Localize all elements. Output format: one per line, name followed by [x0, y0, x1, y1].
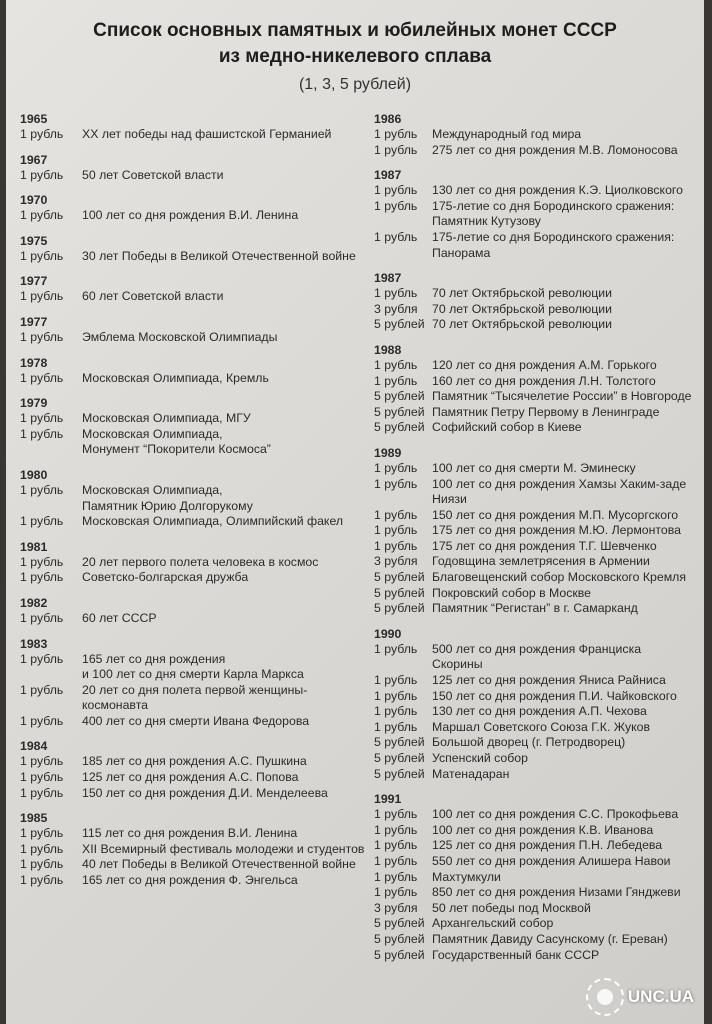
coin-description: Московская Олимпиада, МГУ — [82, 411, 251, 426]
coin-denomination: 1 рубль — [20, 208, 64, 223]
right-column — [374, 104, 702, 963]
year-heading: 1977 — [20, 314, 48, 329]
year-heading: 1985 — [20, 811, 48, 826]
coin-description: 20 лет первого полета человека в космос — [82, 554, 319, 569]
coin-description: 175 лет со дня рождения М.Ю. Лермонтова — [432, 523, 681, 538]
coin-denomination: 1 рубль — [374, 538, 418, 553]
coin-denomination: 1 рубль — [374, 183, 418, 198]
coin-description: Московская Олимпиада, Кремль — [82, 370, 269, 385]
coin-entry — [374, 735, 702, 751]
coin-entry — [374, 767, 702, 783]
coin-entry — [374, 539, 702, 555]
coin-entry — [374, 586, 702, 602]
year-heading: 1980 — [20, 467, 48, 482]
year-heading: 1983 — [20, 636, 48, 651]
coin-entry — [374, 127, 702, 143]
year-heading: 1982 — [20, 595, 48, 610]
coin-denomination: 1 рубль — [374, 838, 418, 853]
coin-denomination: 1 рубль — [20, 857, 64, 872]
coin-description: 60 лет Советской власти — [82, 289, 224, 304]
coin-description: 100 лет со дня смерти М. Эминеску — [432, 460, 636, 475]
coin-description: 130 лет со дня рождения А.П. Чехова — [432, 704, 647, 719]
coin-entry — [20, 611, 365, 627]
coin-entry — [374, 673, 702, 689]
coin-entry — [374, 901, 702, 917]
coin-description: Матенадаран — [432, 766, 510, 781]
year-heading: 1987 — [374, 168, 402, 183]
coin-entry — [374, 374, 702, 390]
coin-denomination: 5 рублей — [374, 751, 425, 765]
coin-entry — [374, 642, 702, 673]
coin-denomination: 1 рубль — [374, 476, 418, 491]
coin-entry — [20, 411, 365, 427]
year-heading: 1981 — [20, 539, 48, 554]
coin-denomination: 5 рублей — [374, 570, 425, 585]
coin-description: 20 лет со дня полета первой женщины- космонавта — [82, 682, 308, 713]
watermark-logo-icon — [586, 978, 624, 1016]
coin-entry — [20, 714, 365, 730]
coin-description: 165 лет со дня рождения Ф. Энгельса — [82, 873, 298, 888]
coin-entry — [20, 555, 365, 571]
coin-denomination: 1 рубль — [374, 822, 418, 837]
coin-denomination: 1 рубль — [20, 785, 64, 800]
coin-entry — [20, 786, 365, 802]
coin-denomination: 1 рубль — [374, 869, 418, 884]
coin-description: 125 лет со дня рождения Яниса Райниса — [432, 673, 666, 688]
coin-denomination: 1 рубль — [374, 885, 418, 900]
coin-entry — [374, 358, 702, 374]
coin-description: 175-летие со дня Бородинского сражения: Панорама — [432, 229, 675, 260]
coin-entry — [20, 483, 365, 514]
coin-entry — [20, 289, 365, 305]
coin-entry — [374, 405, 702, 421]
coin-description: 115 лет со дня рождения В.И. Ленина — [82, 826, 298, 841]
coin-denomination: 1 рубль — [374, 641, 418, 656]
coin-entry — [374, 302, 702, 318]
coin-entry — [20, 330, 365, 346]
coin-denomination: 5 рублей — [374, 766, 425, 781]
coin-denomination: 1 рубль — [374, 704, 418, 719]
coin-description: Годовщина землетрясения в Армении — [432, 554, 650, 569]
coin-denomination: 1 рубль — [20, 426, 64, 441]
coin-entry — [20, 570, 365, 586]
coin-entry — [20, 127, 365, 143]
year-heading: 1990 — [374, 626, 402, 641]
watermark-text: UNC.UA — [627, 987, 694, 1006]
coin-entry — [20, 683, 365, 714]
coin-entry — [374, 570, 702, 586]
coin-description: 400 лет со дня смерти Ивана Федорова — [82, 713, 310, 728]
coin-denomination: 1 рубль — [374, 142, 418, 157]
coin-denomination: 5 рублей — [374, 931, 425, 946]
coin-description: XX лет победы над фашистской Германией — [82, 127, 332, 141]
coin-description: 125 лет со дня рождения П.Н. Лебедева — [432, 838, 663, 853]
coin-description: Махтумкули — [432, 869, 501, 884]
coin-denomination: 1 рубль — [374, 807, 418, 822]
year-heading: 1984 — [20, 739, 48, 754]
year-heading: 1978 — [20, 355, 48, 370]
coin-denomination: 1 рубль — [374, 357, 418, 372]
year-heading: 1965 — [20, 112, 48, 126]
year-heading: 1991 — [374, 792, 402, 807]
coin-description: 70 лет Октябрьской революции — [432, 317, 613, 332]
coin-entry — [20, 208, 365, 224]
coin-description: 275 лет со дня рождения М.В. Ломоносова — [432, 142, 678, 157]
coin-denomination: 1 рубль — [374, 853, 418, 868]
page-title-line2: из медно-никелевого сплава — [218, 46, 492, 67]
coin-entry — [20, 873, 365, 889]
coin-denomination: 1 рубль — [20, 248, 64, 263]
coin-description: 185 лет со дня рождения А.С. Пушкина — [82, 754, 307, 769]
coin-description: Большой дворец (г. Петродворец) — [432, 735, 626, 750]
coin-description: Советско-болгарская дружба — [82, 570, 249, 585]
coin-denomination: 1 рубль — [20, 127, 64, 141]
coin-entry — [374, 143, 702, 159]
coin-entry — [374, 885, 702, 901]
year-heading: 1988 — [374, 342, 402, 357]
coin-description: Московская Олимпиада, Монумент “Покорители Космоса” — [82, 426, 271, 457]
coin-description: 50 лет победы под Москвой — [432, 900, 591, 915]
coin-denomination: 1 рубль — [374, 507, 418, 522]
page-title: Список основных памятных и юбилейных монет СССР — [93, 20, 617, 41]
coin-denomination: 1 рубль — [20, 514, 64, 529]
coin-description: Московская Олимпиада, Памятник Юрию Долгорукому — [82, 482, 253, 513]
coin-description: 500 лет со дня рождения Франциска Скорины — [432, 641, 642, 672]
coin-entry — [374, 461, 702, 477]
coin-denomination: 5 рублей — [374, 601, 425, 616]
watermark — [586, 978, 694, 1016]
coin-denomination: 3 рубля — [374, 301, 418, 316]
coin-description: Софийский собор в Киеве — [432, 420, 582, 435]
coin-description: XII Всемирный фестиваль молодежи и студентов — [82, 841, 365, 856]
coin-denomination: 1 рубль — [374, 523, 418, 538]
coin-denomination: 1 рубль — [374, 198, 418, 213]
coin-denomination: 1 рубль — [20, 411, 64, 426]
coin-description: 165 лет со дня рождения и 100 лет со дня смерти Карла Маркса — [82, 651, 304, 682]
coin-denomination: 1 рубль — [374, 127, 418, 141]
left-column — [20, 104, 365, 889]
coin-entry — [374, 477, 702, 508]
coin-denomination: 1 рубль — [20, 482, 64, 497]
coin-description: Покровский собор в Москве — [432, 585, 592, 600]
year-heading: 1977 — [20, 274, 48, 289]
coin-denomination: 1 рубль — [20, 651, 64, 666]
coin-entry — [374, 389, 702, 405]
coin-description: 550 лет со дня рождения Алишера Навои — [432, 853, 671, 868]
coin-description: 30 лет Победы в Великой Отечественной войне — [82, 248, 356, 263]
coin-entry — [374, 689, 702, 705]
year-heading: 1979 — [20, 396, 48, 411]
coin-entry — [374, 199, 702, 230]
coin-description: Памятник “Регистан” в г. Самарканд — [432, 601, 638, 616]
coin-denomination: 1 рубль — [374, 286, 418, 301]
coin-entry — [374, 751, 702, 767]
coin-entry — [374, 704, 702, 720]
coin-entry — [20, 826, 365, 842]
coin-entry — [374, 854, 702, 870]
coin-entry — [20, 427, 365, 458]
coin-denomination: 1 рубль — [20, 873, 64, 888]
coin-entry — [374, 286, 702, 302]
coin-entry — [374, 230, 702, 261]
coin-entry — [374, 932, 702, 948]
coin-entry — [20, 652, 365, 683]
coin-entry — [20, 168, 365, 184]
coin-description: Маршал Советского Союза Г.К. Жуков — [432, 719, 651, 734]
coin-entry — [374, 807, 702, 823]
coin-denomination: 1 рубль — [20, 554, 64, 569]
coin-description: 70 лет Октябрьской революции — [432, 286, 613, 301]
coin-description: Успенский собор — [432, 751, 528, 765]
coin-description: 40 лет Победы в Великой Отечественной войне — [82, 857, 356, 872]
year-heading: 1970 — [20, 193, 48, 208]
coin-denomination: 1 рубль — [374, 719, 418, 734]
coin-denomination: 5 рублей — [374, 735, 425, 750]
coin-list-sheet — [6, 0, 704, 1024]
year-heading: 1987 — [374, 271, 402, 286]
coin-description: 100 лет со дня рождения С.С. Прокофьева — [432, 807, 679, 822]
page-subtitle: (1, 3, 5 рублей) — [298, 76, 412, 93]
coin-description: 100 лет со дня рождения К.В. Иванова — [432, 822, 654, 837]
coin-entry — [20, 842, 365, 858]
coin-entry — [374, 720, 702, 736]
coin-denomination: 3 рубля — [374, 900, 418, 915]
coin-description: 130 лет со дня рождения К.Э. Циолковского — [432, 183, 683, 198]
coin-entry — [374, 916, 702, 932]
coin-description: 100 лет со дня рождения В.И. Ленина — [82, 208, 299, 223]
coin-denomination: 1 рубль — [20, 610, 64, 625]
coin-denomination: 1 рубль — [20, 754, 64, 769]
coin-denomination: 5 рублей — [374, 404, 425, 419]
coin-entry — [374, 523, 702, 539]
coin-description: 100 лет со дня рождения Хамзы Хаким-заде Ниязи — [432, 476, 687, 507]
coin-entry — [20, 514, 365, 530]
coin-entry — [20, 770, 365, 786]
coin-denomination: 1 рубль — [374, 673, 418, 688]
coin-denomination: 1 рубль — [20, 167, 64, 182]
coin-description: 150 лет со дня рождения Д.И. Менделеева — [82, 785, 328, 800]
year-heading: 1986 — [374, 112, 402, 126]
coin-entry — [20, 371, 365, 387]
coin-denomination: 1 рубль — [20, 329, 64, 344]
coin-denomination: 1 рубль — [374, 688, 418, 703]
coin-entry — [374, 870, 702, 886]
coin-denomination: 5 рублей — [374, 947, 425, 962]
year-heading: 1989 — [374, 445, 402, 460]
coin-description: 850 лет со дня рождения Низами Гянджеви — [432, 885, 681, 900]
year-heading: 1975 — [20, 233, 48, 248]
coin-description: 125 лет со дня рождения А.С. Попова — [82, 770, 299, 785]
year-heading: 1967 — [20, 152, 48, 167]
coin-denomination: 1 рубль — [20, 289, 64, 304]
coin-description: 150 лет со дня рождения М.П. Мусоргского — [432, 507, 679, 522]
coin-description: 60 лет СССР — [82, 610, 157, 625]
coin-entry — [20, 754, 365, 770]
coin-denomination: 1 рубль — [20, 570, 64, 585]
coin-denomination: 3 рубля — [374, 554, 418, 569]
coin-description: 150 лет со дня рождения П.И. Чайковского — [432, 688, 677, 703]
coin-denomination: 1 рубль — [20, 370, 64, 385]
coin-denomination: 1 рубль — [20, 682, 64, 697]
coin-denomination: 1 рубль — [20, 841, 64, 856]
coin-description: 160 лет со дня рождения Л.Н. Толстого — [432, 373, 656, 388]
coin-description: Памятник Петру Первому в Ленинграде — [432, 404, 660, 419]
coin-description: Государственный банк СССР — [432, 947, 600, 962]
coin-entry — [374, 601, 702, 617]
coin-description: 175-летие со дня Бородинского сражения: Памятник Кутузову — [432, 198, 675, 229]
coin-denomination: 5 рублей — [374, 389, 425, 404]
coin-description: Памятник Давиду Сасунскому (г. Ереван) — [432, 931, 668, 946]
coin-entry — [374, 420, 702, 436]
coin-denomination: 1 рубль — [20, 713, 64, 728]
coin-denomination: 5 рублей — [374, 916, 425, 931]
coin-description: Московская Олимпиада, Олимпийский факел — [82, 514, 344, 529]
coin-description: Благовещенский собор Московского Кремля — [432, 570, 687, 585]
coin-description: 175 лет со дня рождения Т.Г. Шевченко — [432, 538, 657, 553]
coin-entry — [374, 948, 702, 964]
coin-entry — [20, 857, 365, 873]
coin-entry — [374, 554, 702, 570]
coin-entry — [374, 823, 702, 839]
coin-denomination: 5 рублей — [374, 420, 425, 435]
coin-entry — [20, 249, 365, 265]
coin-entry — [374, 508, 702, 524]
coin-entry — [374, 838, 702, 854]
coin-entry — [374, 183, 702, 199]
coin-denomination: 1 рубль — [20, 770, 64, 785]
coin-entry — [374, 317, 702, 333]
coin-description: Международный год мира — [432, 127, 582, 141]
coin-description: 50 лет Советской власти — [82, 167, 224, 182]
coin-description: Памятник “Тысячелетие России” в Новгороде — [432, 389, 692, 404]
coin-denomination: 1 рубль — [374, 460, 418, 475]
coin-description: 120 лет со дня рождения А.М. Горького — [432, 357, 657, 372]
coin-denomination: 1 рубль — [374, 373, 418, 388]
coin-description: Эмблема Московской Олимпиады — [82, 329, 278, 344]
coin-denomination: 1 рубль — [20, 826, 64, 841]
coin-denomination: 5 рублей — [374, 317, 425, 332]
coin-denomination: 1 рубль — [374, 229, 418, 244]
coin-denomination: 5 рублей — [374, 585, 425, 600]
coin-description: Архангельский собор — [432, 916, 554, 931]
coin-description: 70 лет Октябрьской революции — [432, 301, 613, 316]
